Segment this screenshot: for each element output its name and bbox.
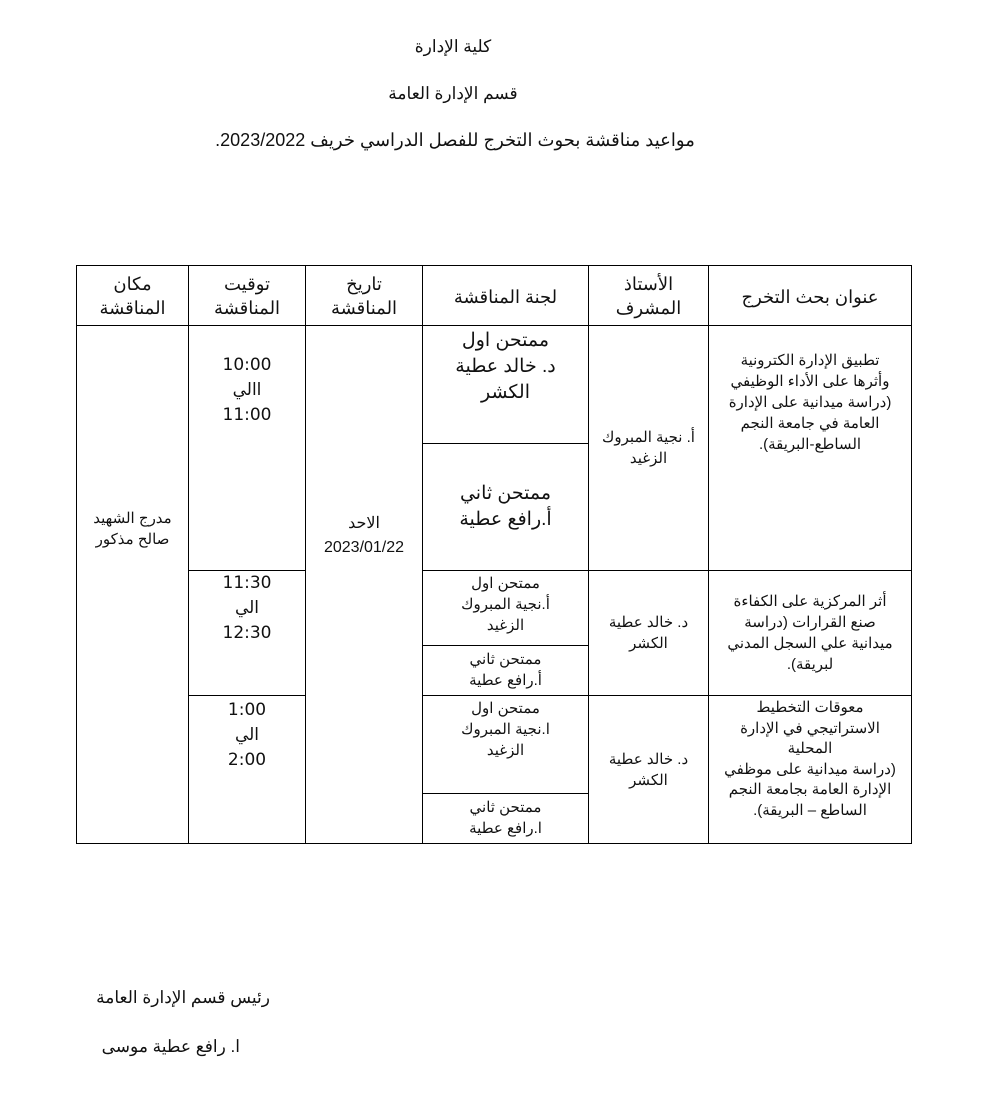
header-time: توقيت المناقشة — [188, 265, 306, 326]
thesis-title-cell: معوقات التخطيط الاستراتيجي في الإدارة المحلية (دراسة ميدانية على موظفي الإدارة العامة بجامعة النجم الساطع – البريقة). — [708, 695, 912, 844]
examiner1-cell: ممتحن اول ا.نجية المبروك الزغيد — [422, 695, 589, 794]
thesis-title-cell: تطبيق الإدارة الكترونية وأثرها على الأداء الوظيفي (دراسة ميدانية على الإدارة العامة في جامعة النجم الساطع-البريقة). — [708, 325, 912, 571]
time-cell: 10:00 االي 11:00 — [188, 325, 306, 571]
header-date: تاريخ المناقشة — [305, 265, 423, 326]
supervisor-cell: د. خالد عطية الكشر — [588, 695, 709, 844]
examiner2-cell: ممتحن ثاني ا.رافع عطية — [422, 793, 589, 844]
examiner1-cell: ممتحن اول أ.نجية المبروك الزغيد — [422, 570, 589, 646]
date-cell: الاحد 2023/01/22 — [305, 325, 423, 844]
signature-name: ا. رافع عطية موسى — [101, 1037, 240, 1056]
examiner2-cell: ممتحن ثاني أ.رافع عطية — [422, 645, 589, 696]
supervisor-cell: د. خالد عطية الكشر — [588, 570, 709, 696]
header-title: عنوان بحث التخرج — [708, 265, 912, 326]
header-place: مكان المناقشة — [76, 265, 189, 326]
supervisor-cell: أ. نجية المبروك الزغيد — [588, 325, 709, 571]
document-title: مواعيد مناقشة بحوث التخرج للفصل الدراسي خريف 2023/2022. — [215, 130, 695, 150]
thesis-title-cell: أثر المركزية على الكفاءة صنع القرارات (دراسة ميدانية علي السجل المدني لبريقة). — [708, 570, 912, 696]
examiner2-cell: ممتحن ثاني أ.رافع عطية — [422, 443, 589, 571]
time-cell: 1:00 الي 2:00 — [188, 695, 306, 844]
place-cell: مدرج الشهيد صالح مذكور — [76, 325, 189, 844]
department-name: قسم الإدارة العامة — [388, 84, 518, 103]
header-committee: لجنة المناقشة — [422, 265, 589, 326]
college-name: كلية الإدارة — [414, 37, 492, 56]
examiner1-cell: ممتحن اول د. خالد عطية الكشر — [422, 325, 589, 444]
signature-role: رئيس قسم الإدارة العامة — [96, 988, 270, 1007]
header-supervisor: الأستاذ المشرف — [588, 265, 709, 326]
time-cell: 11:30 الي 12:30 — [188, 570, 306, 696]
